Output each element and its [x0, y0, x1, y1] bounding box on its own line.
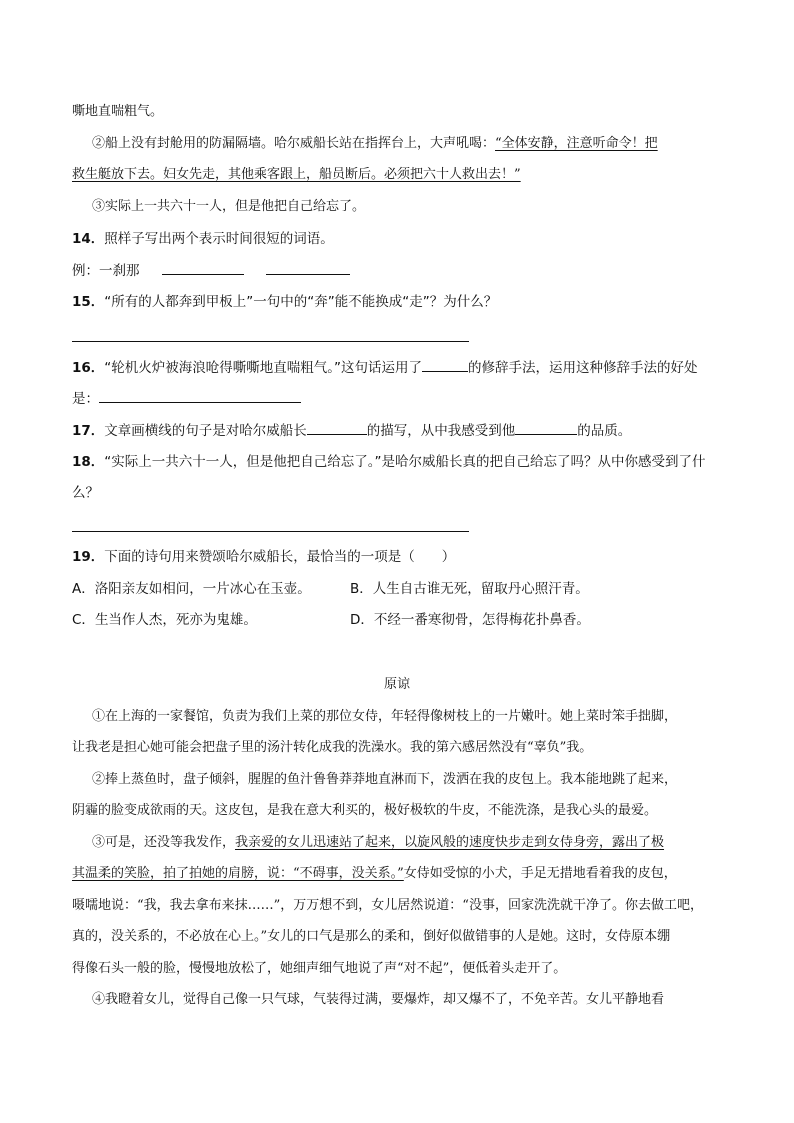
- answer-line[interactable]: [72, 341, 469, 342]
- passage-line: [72, 864, 677, 884]
- passage-paragraph-2: ②捧上蒸鱼时，盘子倾斜，腥腥的鱼汁鲁鲁莽莽地直淋而下，泼洒在我的皮包上。我本能地跳了起来，: [92, 772, 678, 787]
- question-text: 下面的诗句用来赞颂哈尔威船长，最恰当的一项是（ ）: [104, 549, 456, 565]
- passage-paragraph-4: ④我瞪着女儿，觉得自己像一只气球，气装得过满，要爆炸，却又爆不了，不免辛苦。女儿平静地看: [92, 992, 665, 1007]
- question-text: 的修辞手法，运用这种修辞手法的好处: [468, 360, 698, 376]
- question-text: “实际上一共六十一人，但是他把自己给忘了。”是哈尔威船长真的把自己给忘了吗？从中你感受到了什: [104, 454, 706, 470]
- answer-line[interactable]: [72, 531, 469, 532]
- question-14-example: [72, 260, 350, 281]
- option-text: 不经一番寒彻骨，怎得梅花扑鼻香。: [373, 612, 590, 628]
- question-text: 的品质。: [577, 423, 632, 439]
- passage-text: ③可是，还没等我发作，: [92, 835, 236, 850]
- question-text: “轮机火炉被海浪呛得嘶嘶地直喘粗气。”这句话运用了: [104, 360, 423, 376]
- question-16-cont: [72, 388, 301, 409]
- passage-title: 原谅: [383, 677, 410, 692]
- question-number: 19．: [72, 549, 105, 565]
- option-c[interactable]: [72, 610, 257, 630]
- option-a[interactable]: [72, 579, 311, 599]
- underlined-sentence: 其温柔的笑脸，拍了拍她的肩膀，说：“不碍事，没关系。”: [72, 866, 404, 881]
- option-d[interactable]: [350, 610, 590, 630]
- passage-paragraph-3: ③实际上一共六十一人，但是他把自己给忘了。: [92, 199, 366, 214]
- question-text: 的描写，从中我感受到他: [366, 423, 516, 439]
- underlined-quote: “全体安静，注意听命令！把: [495, 136, 658, 151]
- question-16: [72, 357, 698, 378]
- underlined-sentence: 我亲爱的女儿迅速站了起来，以旋风般的速度快步走到女侍身旁，露出了极: [235, 835, 665, 850]
- passage-paragraph-2: [92, 134, 658, 154]
- answer-blank[interactable]: [422, 357, 468, 372]
- passage-paragraph-1: ①在上海的一家餐馆，负责为我们上菜的那位女侍，年轻得像树枝上的一片嫩叶。她上菜时笨手拙脚，: [92, 709, 678, 724]
- passage-text: 女侍如受惊的小犬，手足无措地看着我的皮包，: [403, 866, 677, 881]
- option-text: 生当作人杰，死亦为鬼雄。: [94, 612, 257, 628]
- example-text: 例：一刹那: [72, 263, 140, 279]
- passage-paragraph-3: [92, 833, 664, 853]
- question-number: 14．: [72, 231, 105, 247]
- question-text: 文章画横线的句子是对哈尔威船长: [104, 423, 307, 439]
- question-14: [72, 229, 334, 249]
- option-b[interactable]: [350, 579, 589, 599]
- passage-text: ②船上没有封舱用的防漏隔墙。哈尔威船长站在指挥台上，大声吼喝：: [92, 136, 496, 151]
- question-text: “所有的人都奔到甲板上”一句中的“奔”能不能换成“走”？为什么？: [104, 294, 498, 310]
- passage-line: 得像石头一般的脸，慢慢地放松了，她细声细气地说了声“对不起”，便低着头走开了。: [72, 961, 567, 976]
- question-18: [72, 452, 706, 472]
- question-19: [72, 547, 455, 567]
- passage-line: 嗫嚅地说：“我，我去拿布来抹……”，万万想不到，女儿居然说道：“没事，回家洗洗就干净了。你去做工吧，: [72, 898, 703, 913]
- question-number: 18．: [72, 454, 105, 470]
- question-text: 是：: [72, 391, 99, 407]
- passage-line: 让我老是担心她可能会把盘子里的汤汁转化成我的洗澡水。我的第六感居然没有“辜负”我。: [72, 740, 593, 755]
- option-label: D．: [350, 612, 374, 628]
- option-text: 人生自古谁无死，留取丹心照汗青。: [372, 581, 589, 597]
- passage-line: 真的，没关系的，不必放在心上。”女儿的口气是那么的柔和，倒好似做错事的人是她。这时，女侍原本绷: [72, 929, 671, 944]
- option-label: A．: [72, 581, 95, 597]
- underlined-quote: 救生艇放下去。妇女先走，其他乘客跟上，船员断后。必须把六十人救出去！”: [72, 167, 521, 182]
- question-text: 照样子写出两个表示时间很短的词语。: [104, 231, 334, 247]
- answer-blank[interactable]: [99, 388, 301, 403]
- answer-blank[interactable]: [162, 260, 244, 275]
- passage-line: 阴霾的脸变成欲雨的天。这皮包，是我在意大利买的，极好极软的牛皮，不能洗涤，是我心头的最爱。: [72, 803, 658, 818]
- question-number: 17．: [72, 423, 105, 439]
- question-number: 15．: [72, 294, 105, 310]
- question-number: 16．: [72, 360, 105, 376]
- question-15: [72, 292, 497, 312]
- passage-line: [72, 165, 521, 185]
- answer-blank[interactable]: [515, 420, 577, 435]
- option-label: C．: [72, 612, 95, 628]
- answer-blank[interactable]: [307, 420, 367, 435]
- option-label: B．: [350, 581, 373, 597]
- question-17: [72, 420, 631, 441]
- passage-line: 嘶地直喘粗气。: [72, 104, 164, 119]
- option-text: 洛阳亲友如相问，一片冰心在玉壶。: [94, 581, 311, 597]
- question-18-cont: 么？: [72, 485, 99, 501]
- answer-blank[interactable]: [266, 260, 350, 275]
